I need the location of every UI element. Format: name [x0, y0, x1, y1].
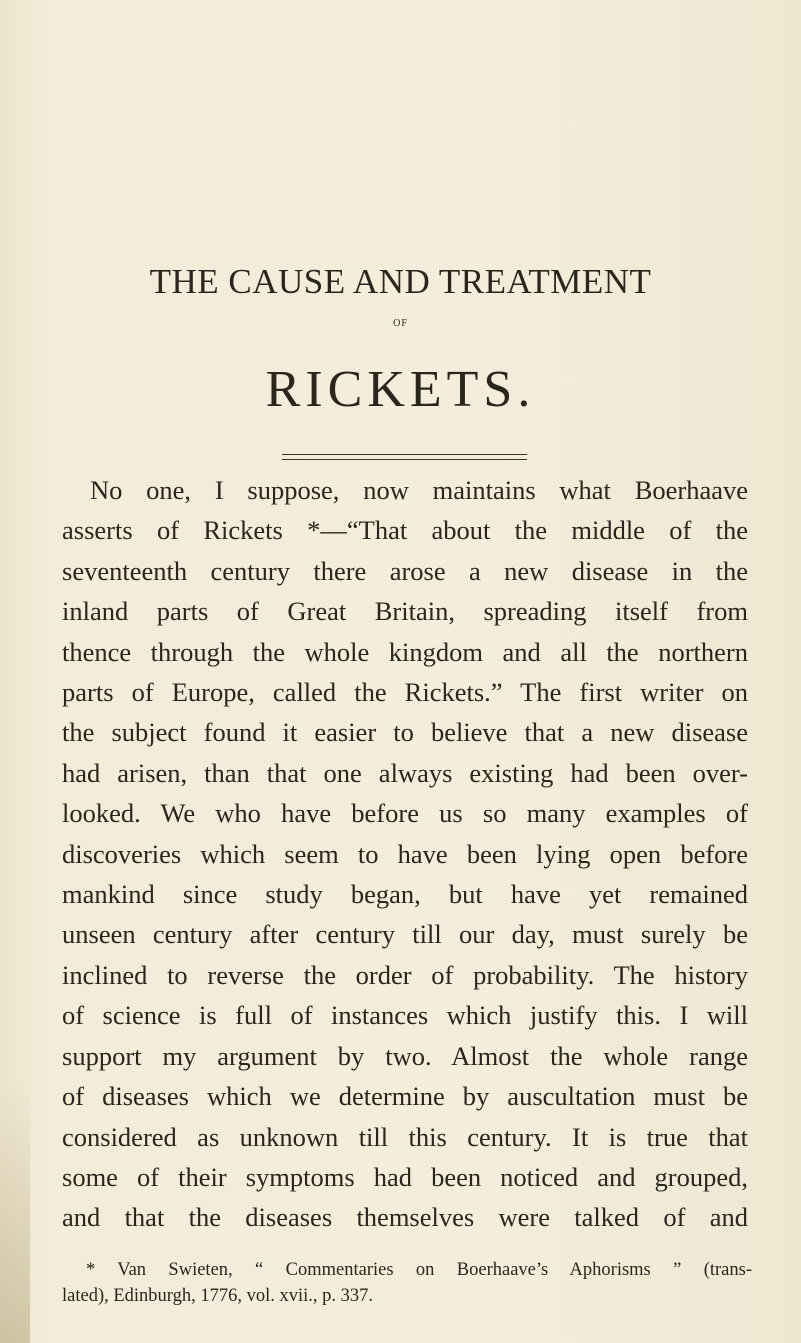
- footnote-line: lated), Edinburgh, 1776, vol. xvii., p. 337.: [62, 1286, 374, 1306]
- main-title: THE CAUSE AND TREATMENT: [149, 262, 652, 301]
- footnote: [62, 1257, 752, 1309]
- body-line: parts of Europe, called the Rickets.” The first writer on: [62, 677, 748, 708]
- double-rule-divider: [282, 454, 527, 460]
- body-line: seventeenth century there arose a new disease in the: [62, 555, 748, 586]
- body-line: discoveries which seem to have been lying open before: [62, 838, 748, 869]
- body-line: mankind since study began, but have yet remained: [62, 879, 748, 910]
- body-line: thence through the whole kingdom and all the northern: [62, 636, 748, 667]
- body-line: some of their symptoms had been noticed and grouped,: [62, 1161, 748, 1192]
- body-line: considered as unknown till this century. It is true that: [62, 1121, 748, 1152]
- body-line: had arisen, than that one always existing had been over-: [62, 757, 748, 788]
- body-line: inland parts of Great Britain, spreading itself from: [62, 596, 748, 627]
- body-line: No one, I suppose, now maintains what Boerhaave: [90, 475, 748, 505]
- body-line: of science is full of instances which justify this. I will: [62, 1000, 748, 1031]
- page-edge-shadow: [0, 1080, 30, 1343]
- body-line: the subject found it easier to believe that a new disease: [62, 717, 748, 748]
- body-line: support my argument by two. Almost the whole range: [62, 1040, 748, 1071]
- footnote-line: * Van Swieten, “ Commentaries on Boerhaave’s Aphorisms ” (trans-: [86, 1260, 752, 1280]
- subject-title: RICKETS.: [265, 361, 536, 418]
- body-line: and that the diseases themselves were talked of and: [62, 1202, 748, 1233]
- body-line: of diseases which we determine by auscultation must be: [62, 1081, 748, 1112]
- body-line: looked. We who have before us so many examples of: [62, 798, 748, 829]
- body-line: unseen century after century till our day, must surely be: [62, 919, 748, 950]
- title-connector: OF: [393, 318, 408, 329]
- body-line: inclined to reverse the order of probability. The history: [62, 959, 748, 990]
- body-paragraph: [62, 470, 748, 1238]
- body-line: asserts of Rickets *—“That about the middle of the: [62, 515, 748, 546]
